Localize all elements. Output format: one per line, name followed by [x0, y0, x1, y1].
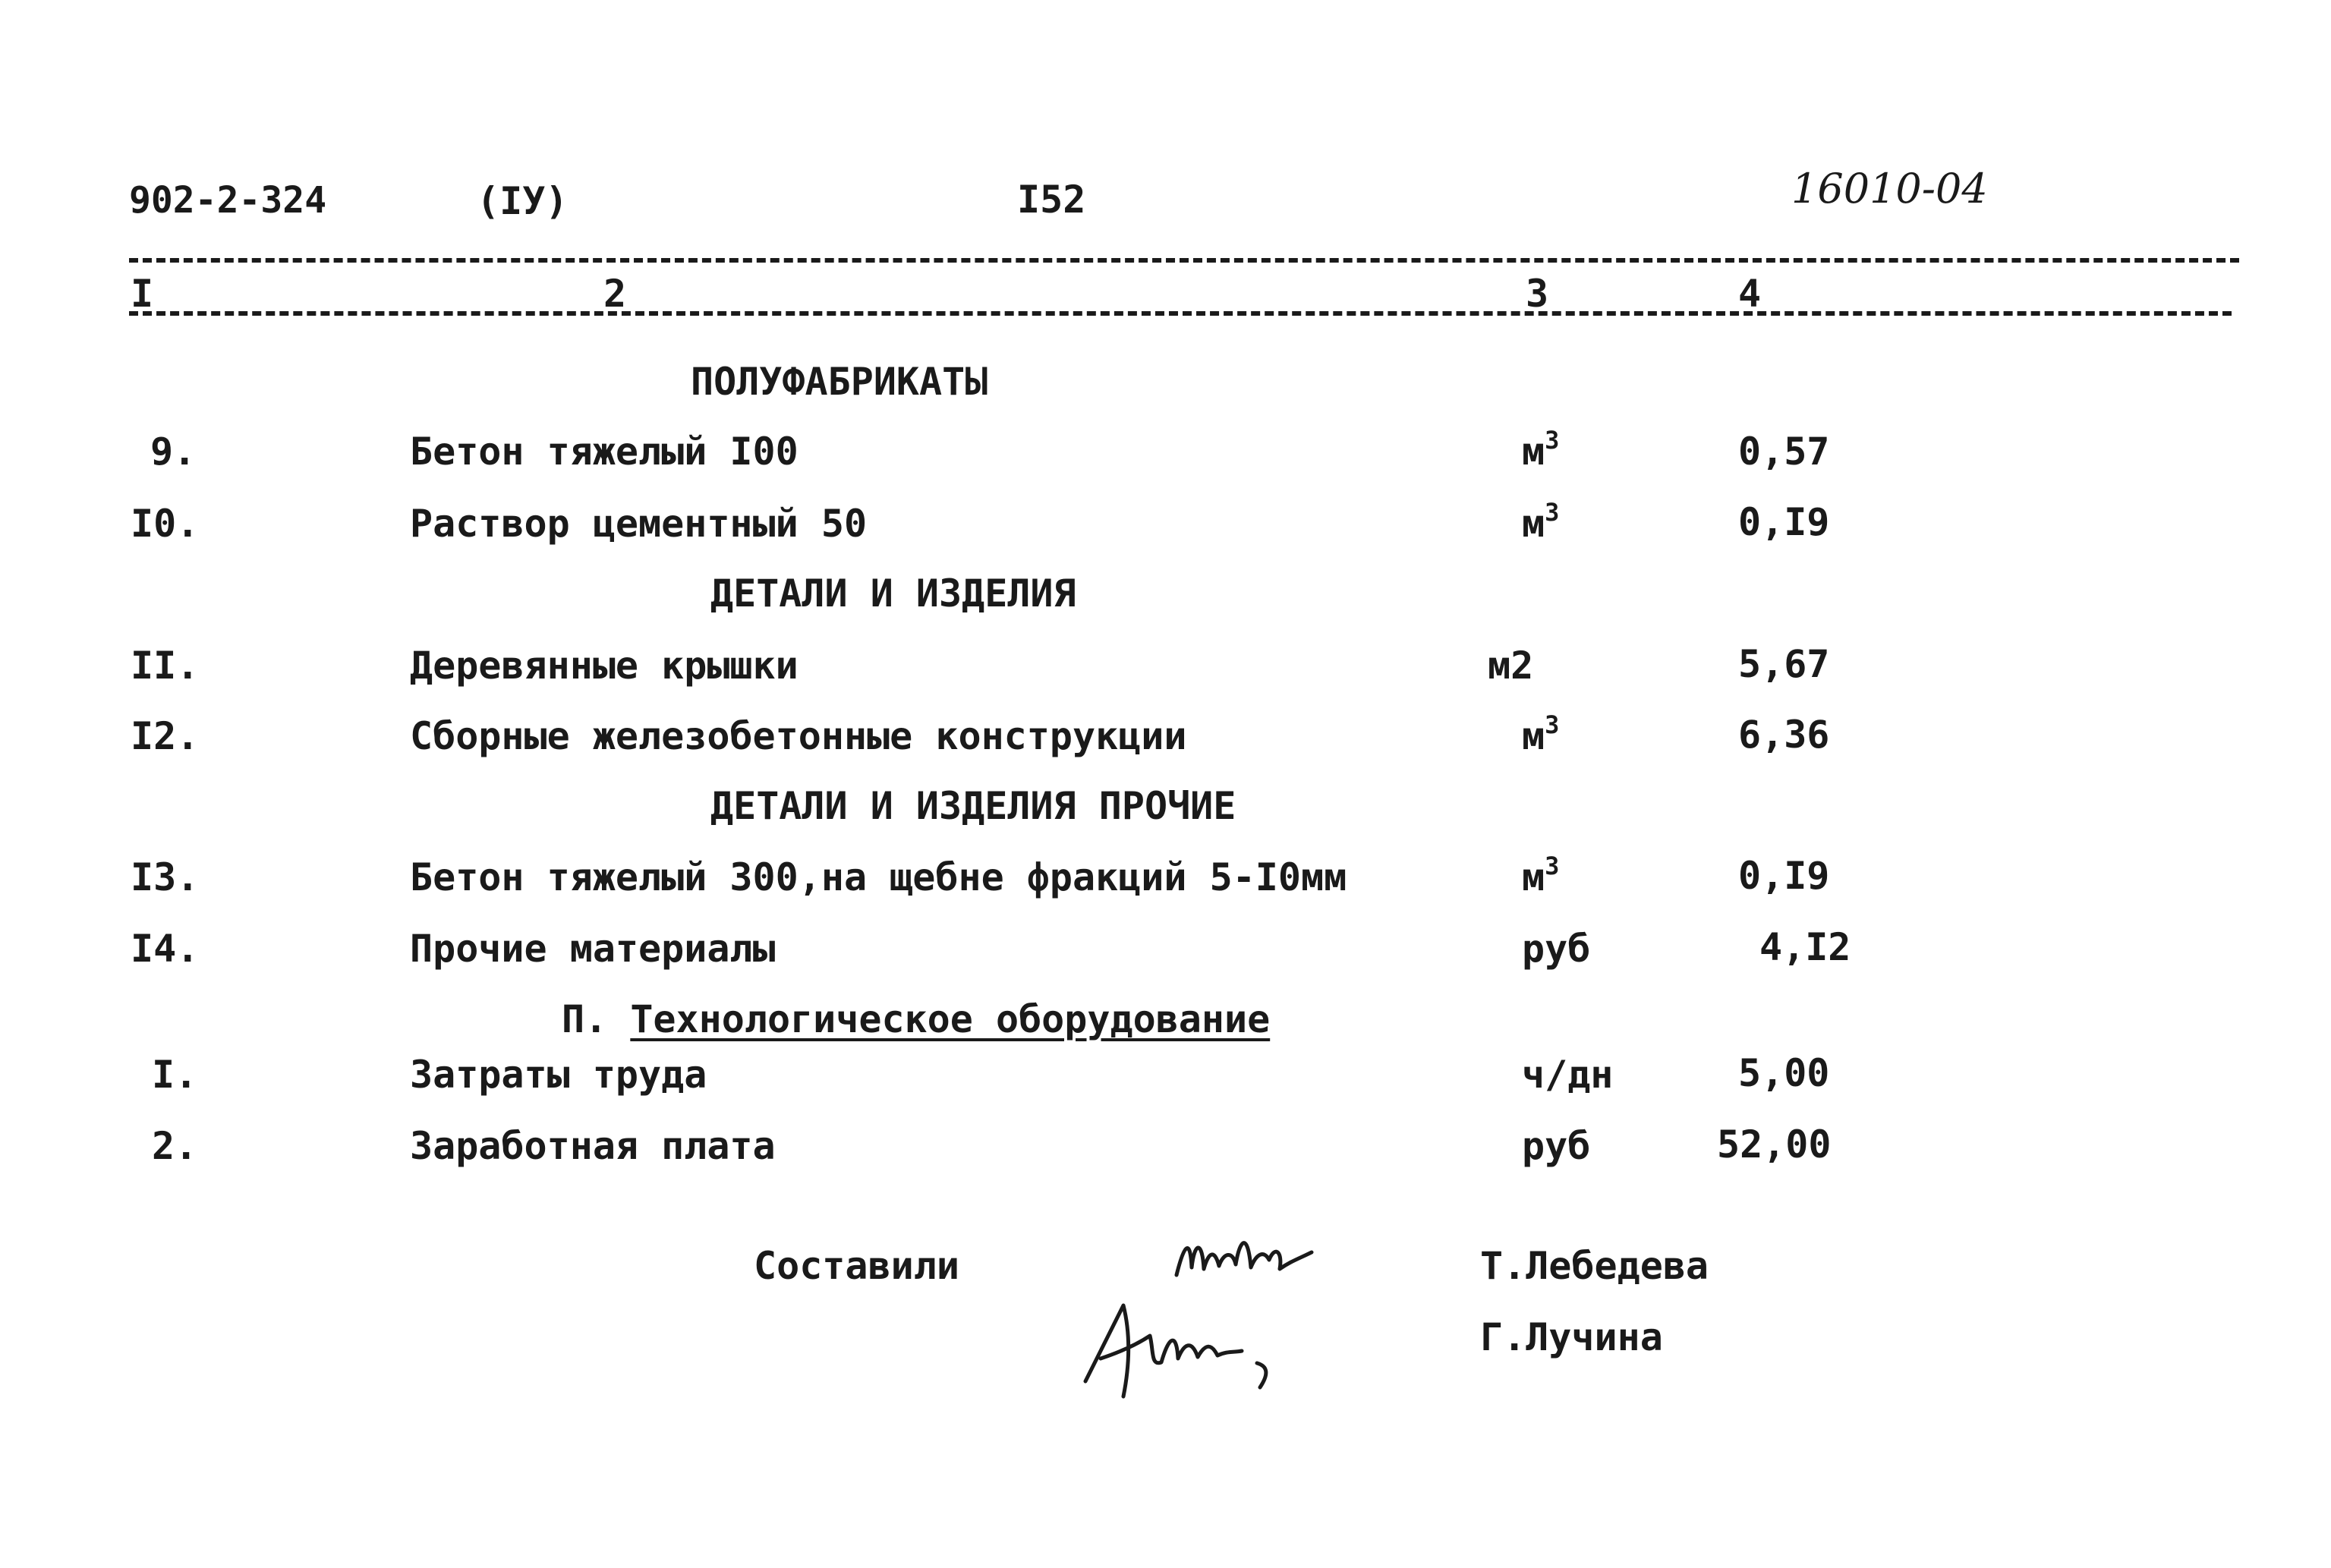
section-title-details-other: ДЕТАЛИ И ИЗДЕЛИЯ ПРОЧИЕ	[710, 784, 1236, 828]
section-title-equipment	[562, 997, 1271, 1041]
compiled-by-label: Составили	[754, 1244, 959, 1288]
row-number: I0.	[131, 502, 200, 546]
row-unit	[1522, 498, 1560, 546]
row-value: 5,67	[1738, 642, 1830, 686]
unit-superscript: 3	[1545, 498, 1560, 527]
row-value: 0,I9	[1738, 854, 1830, 898]
column-3-header: 3	[1526, 272, 1549, 316]
row-number: I.	[152, 1053, 198, 1097]
section-title-semi-finished: ПОЛУФАБРИКАТЫ	[691, 360, 988, 404]
section-title-text: Технологическое оборудование	[630, 997, 1271, 1041]
row-name: Деревянные крышки	[410, 644, 799, 688]
row-unit	[1522, 927, 1591, 971]
compiler-name-1: Т.Лебедева	[1480, 1244, 1709, 1288]
compiler-name-2: Г.Лучина	[1480, 1315, 1663, 1359]
unit-text: м2	[1488, 644, 1534, 688]
unit-text: ч/дн	[1522, 1053, 1614, 1097]
row-unit	[1488, 644, 1534, 688]
unit-text: руб	[1522, 1124, 1591, 1168]
row-name: Раствор цементный 50	[410, 502, 868, 546]
section-prefix: П.	[562, 997, 608, 1041]
unit-superscript: 3	[1545, 426, 1560, 455]
row-value: 6,36	[1738, 713, 1830, 757]
handwritten-reference: 16010-04	[1791, 165, 1988, 213]
row-number: I2.	[131, 714, 200, 758]
row-name: Затраты труда	[410, 1053, 707, 1097]
unit-text: м	[1522, 855, 1545, 899]
row-value: 5,00	[1738, 1051, 1830, 1095]
signature-1	[1169, 1222, 1321, 1290]
row-name: Бетон тяжелый 300,на щебне фракций 5-I0мм	[410, 855, 1347, 899]
header-rule-top	[129, 258, 2239, 263]
row-value: 0,I9	[1738, 500, 1830, 544]
row-unit	[1522, 852, 1560, 899]
document-code: 902-2-324	[129, 179, 327, 222]
row-value: 0,57	[1738, 430, 1830, 474]
unit-text: м	[1522, 714, 1545, 758]
row-name: Прочие материалы	[410, 927, 776, 971]
row-value: 4,I2	[1759, 925, 1851, 969]
unit-superscript: 3	[1545, 852, 1560, 880]
row-name: Заработная плата	[410, 1124, 776, 1168]
column-1-header: I	[131, 272, 154, 316]
row-number: I4.	[131, 927, 200, 971]
signature-2	[1078, 1290, 1290, 1404]
row-unit	[1522, 1124, 1591, 1168]
unit-text: руб	[1522, 927, 1591, 971]
row-unit	[1522, 710, 1560, 758]
section-title-details: ДЕТАЛИ И ИЗДЕЛИЯ	[710, 571, 1076, 616]
unit-text: м	[1522, 430, 1545, 474]
row-unit	[1522, 426, 1560, 474]
row-number: 9.	[150, 430, 197, 474]
column-2-header: 2	[603, 272, 627, 316]
row-unit	[1522, 1053, 1614, 1097]
unit-superscript: 3	[1545, 710, 1560, 739]
row-number: II.	[131, 644, 200, 688]
header-rule-bottom	[129, 311, 2232, 316]
column-4-header: 4	[1738, 272, 1762, 316]
volume-label: (IУ)	[477, 179, 569, 223]
row-number: I3.	[131, 855, 200, 899]
row-number: 2.	[152, 1124, 198, 1168]
row-value: 52,00	[1717, 1122, 1832, 1167]
unit-text: м	[1522, 502, 1545, 546]
row-name: Сборные железобетонные конструкции	[410, 714, 1187, 758]
page-number: I52	[1017, 178, 1086, 222]
row-name: Бетон тяжелый I00	[410, 430, 799, 474]
